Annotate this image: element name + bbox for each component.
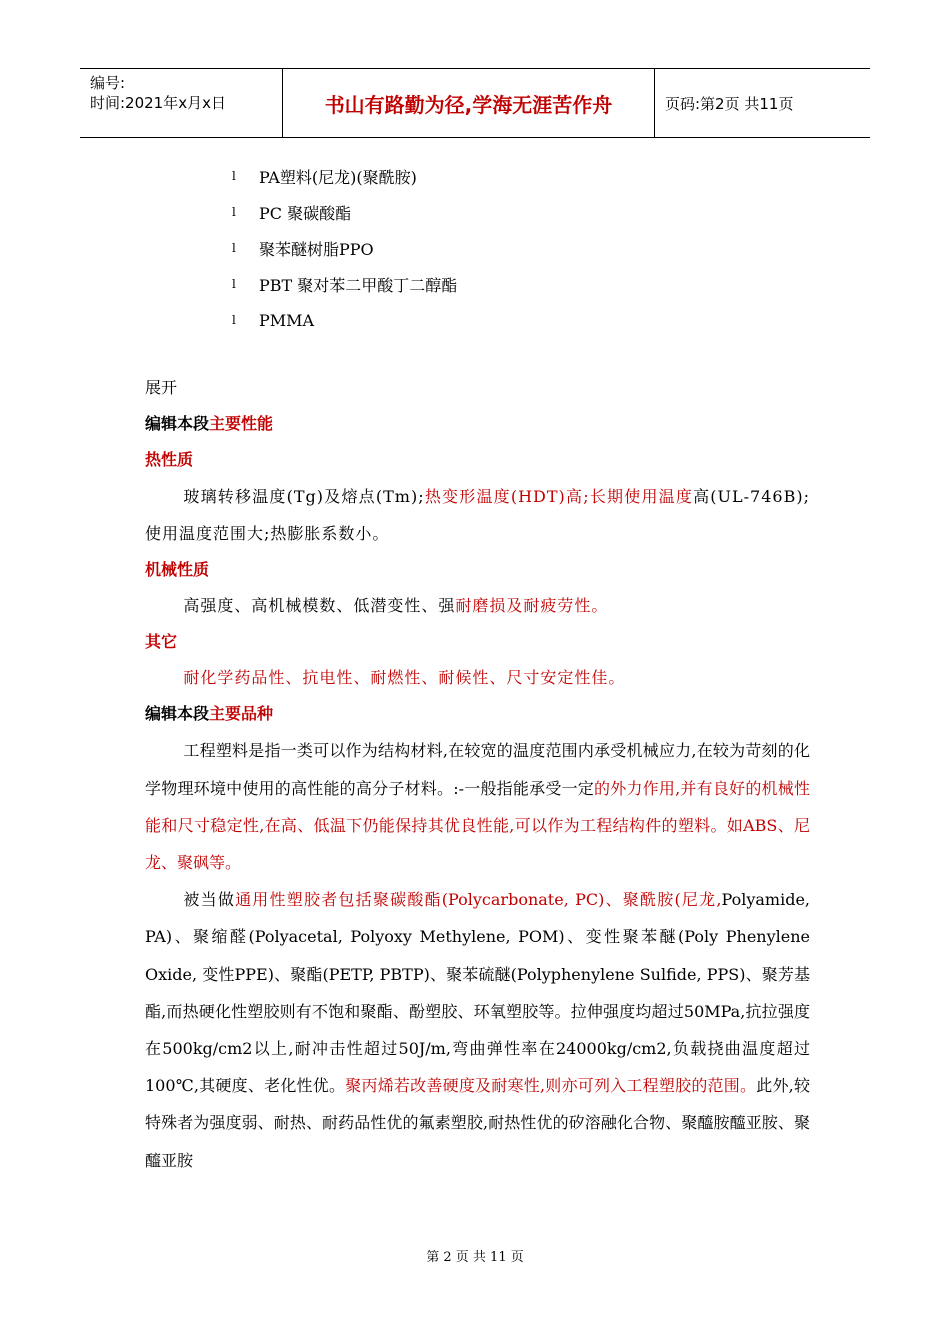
section-heading-main-varieties <box>145 696 810 732</box>
list-item-text: PBT 聚对苯二甲酸丁二醇酯 <box>259 275 458 295</box>
edit-section-label[interactable]: 编辑本段 <box>145 704 210 724</box>
document-body <box>145 370 810 1179</box>
header-motto: 书山有路勤为径,学海无涯苦作舟 <box>282 69 655 137</box>
list-item-text: 聚苯醚树脂PPO <box>259 239 374 259</box>
subheading-other: 其它 <box>145 632 178 652</box>
section-title: 主要品种 <box>209 704 274 724</box>
definition-text: 工程塑料是指一类可以作为结构材料,在较宽的温度范围内承受机械应力,在较为苛刻的化学物理环境中使用的高性能的高分子材料。:-一般指能承受一定 <box>145 741 810 798</box>
document-number-label: 编号: <box>90 74 126 92</box>
list-item-text: PC 聚碳酸酯 <box>259 203 352 223</box>
document-date: 时间:2021年x月x日 <box>90 94 226 112</box>
thermal-text-a: 玻璃转移温度(Tg)及熔点(Tm); <box>183 487 425 506</box>
section-heading-main-properties <box>145 406 810 442</box>
bullet-marker: l <box>232 169 236 183</box>
list-item <box>232 158 457 194</box>
page-footer: 第 2 页 共 11 页 <box>426 1250 524 1265</box>
paragraph-thermal <box>145 478 810 552</box>
material-bullet-list <box>232 158 457 338</box>
bullet-marker: l <box>232 313 236 327</box>
paragraph-mechanical <box>145 588 810 624</box>
list-item-text: PMMA <box>259 310 315 330</box>
list-item <box>232 266 457 302</box>
subheading-thermal: 热性质 <box>145 450 194 469</box>
list-item <box>232 302 457 338</box>
header-page-info: 页码:第2页 共11页 <box>665 94 794 113</box>
mechanical-text-a: 高强度、高机械模数、低潜变性、强 <box>183 596 456 616</box>
varieties-text-5: 此外,较特殊者为强度弱、耐热、耐药品性优的氟素塑胶,耐热性优的矽溶融化合物、聚醯胺醯亚胺、聚醯亚胺 <box>145 1076 810 1170</box>
varieties-text-2: 通用性塑胶者包括聚碳酸酯(Polycarbonate, PC)、聚酰胺(尼龙, <box>235 890 722 910</box>
bullet-marker: l <box>232 241 236 255</box>
expand-link[interactable]: 展开 <box>145 378 178 397</box>
edit-section-label[interactable]: 编辑本段 <box>145 414 210 433</box>
varieties-text-1: 被当做 <box>183 890 236 910</box>
paragraph-varieties <box>145 881 810 1179</box>
mechanical-text-b: 耐磨损及耐疲劳性。 <box>455 596 609 616</box>
list-item <box>232 230 457 266</box>
varieties-text-4: 聚丙烯若改善硬度及耐寒性,则亦可列入工程塑胶的范围。 <box>345 1076 757 1096</box>
subheading-mechanical: 机械性质 <box>145 560 210 580</box>
thermal-text-c: 高(UL-746B);使用温度范围大;热膨胀系数小。 <box>145 487 810 544</box>
list-item <box>232 194 457 230</box>
bullet-marker: l <box>232 205 236 219</box>
definition-text-red: 的外力作用,并有良好的机械性能和尺寸稳定性,在高、低温下仍能保持其优良性能,可以作为工程结构件的塑料。如ABS、尼龙、聚砜等。 <box>145 778 810 873</box>
section-title: 主要性能 <box>209 414 274 433</box>
bullet-marker: l <box>232 277 236 291</box>
page-header <box>80 68 870 138</box>
paragraph-other: 耐化学药品性、抗电性、耐燃性、耐候性、尺寸安定性佳。 <box>183 668 626 688</box>
list-item-text: PA塑料(尼龙)(聚酰胺) <box>259 167 417 187</box>
paragraph-definition <box>145 732 810 881</box>
varieties-text-3: Polyamide, PA)、聚缩醛(Polyacetal, Polyoxy Methylene, POM)、变性聚苯醚(Poly Phenylene Oxide, 变性PPE)、聚酯(PETP, PBTP)、聚苯硫醚(Polyphenylene Sulfide, PPS)、聚芳基酯,而热硬化性塑胶则有不饱和聚酯、酚塑胶、环氧塑胶等。拉伸强度均超过50MPa,抗拉强度在500kg/cm2以上,耐冲击性超过50J/m,弯曲弹性率在24000kg/cm2,负载挠曲温度超过100℃,其硬度、老化性优。 <box>145 890 810 1096</box>
thermal-text-b: 热变形温度(HDT)高;长期使用温度 <box>424 487 694 506</box>
header-meta <box>80 69 282 137</box>
